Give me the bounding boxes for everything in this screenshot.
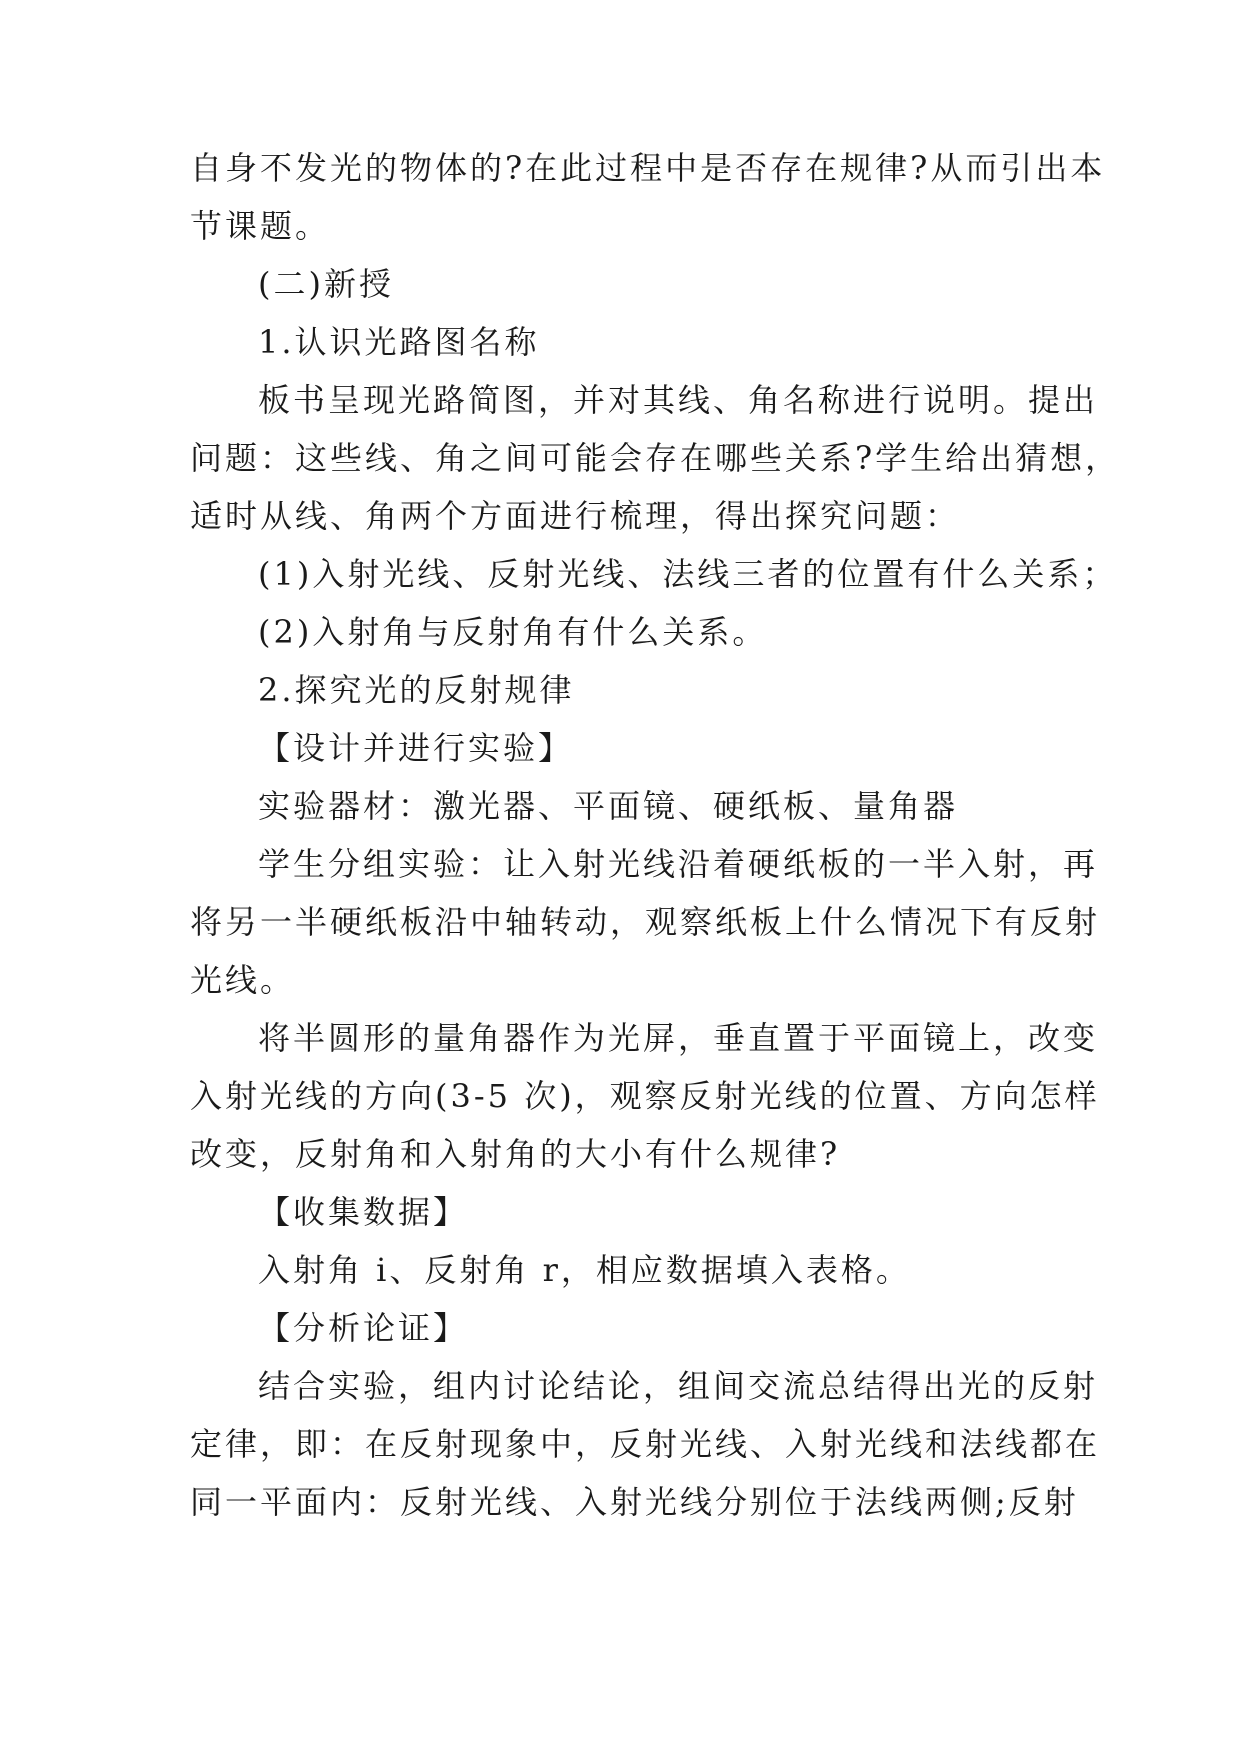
paragraph-line-18: 改变，反射角和入射角的大小有什么规律? xyxy=(190,1135,841,1173)
paragraph-line-6: 问题：这些线、角之间可能会存在哪些关系?学生给出猜想， xyxy=(190,439,1121,477)
paragraph-line-15: 光线。 xyxy=(190,961,296,999)
bracket-heading-collect-data: 【收集数据】 xyxy=(258,1193,469,1231)
bracket-heading-design-experiment: 【设计并进行实验】 xyxy=(258,729,574,767)
paragraph-line-16: 将半圆形的量角器作为光屏，垂直置于平面镜上，改变 xyxy=(258,1019,1099,1057)
paragraph-line-23: 定律，即：在反射现象中，反射光线、入射光线和法线都在 xyxy=(190,1425,1101,1463)
section-heading-new-lesson: (二)新授 xyxy=(258,265,394,303)
paragraph-line-12: 实验器材：激光器、平面镜、硬纸板、量角器 xyxy=(258,787,959,825)
paragraph-line-24: 同一平面内：反射光线、入射光线分别位于法线两侧;反射 xyxy=(190,1483,1079,1521)
question-item-2: (2)入射角与反射角有什么关系。 xyxy=(258,613,768,651)
paragraph-line-7: 适时从线、角两个方面进行梳理，得出探究问题： xyxy=(190,497,961,535)
paragraph-line-22: 结合实验，组内讨论结论，组间交流总结得出光的反射 xyxy=(258,1367,1099,1405)
paragraph-line-1: 自身不发光的物体的?在此过程中是否存在规律?从而引出本 xyxy=(190,149,1106,187)
subsection-heading-1: 1.认识光路图名称 xyxy=(258,323,540,361)
paragraph-line-2: 节课题。 xyxy=(190,207,331,245)
paragraph-line-5: 板书呈现光路简图，并对其线、角名称进行说明。提出 xyxy=(258,381,1099,419)
bracket-heading-analysis: 【分析论证】 xyxy=(258,1309,469,1347)
paragraph-line-20: 入射角 i、反射角 r，相应数据填入表格。 xyxy=(258,1251,911,1289)
paragraph-line-17: 入射光线的方向(3-5 次)，观察反射光线的位置、方向怎样 xyxy=(190,1077,1100,1115)
question-item-1: (1)入射光线、反射光线、法线三者的位置有什么关系； xyxy=(258,555,1118,593)
subsection-heading-2: 2.探究光的反射规律 xyxy=(258,671,575,709)
paragraph-line-13: 学生分组实验：让入射光线沿着硬纸板的一半入射，再 xyxy=(258,845,1099,883)
paragraph-line-14: 将另一半硬纸板沿中轴转动，观察纸板上什么情况下有反射 xyxy=(190,903,1101,941)
